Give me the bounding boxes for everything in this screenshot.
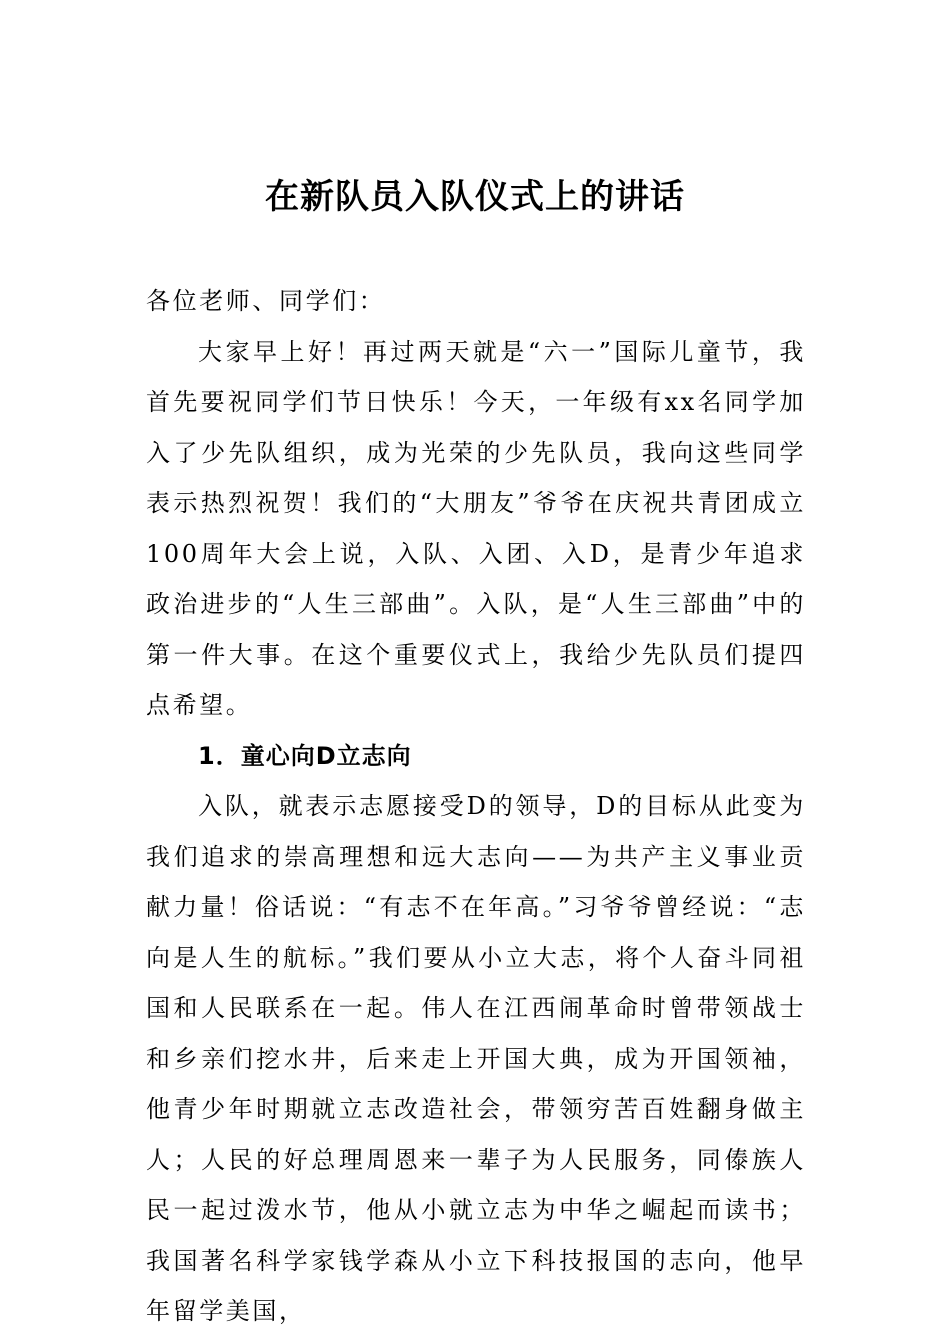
section-heading-1: 1．童心向D立志向 [198, 741, 412, 770]
paragraph-section-1: 入队，就表示志愿接受D的领导，D的目标从此变为我们追求的崇高理想和远大志向——为共产主义事业贡献力量！俗话说：“有志不在年高。”习爷爷曾经说：“志向是人生的航标。”我们要从小立大志，将个人奋斗同祖国和人民联系在一起。伟人在江西闹革命时曾带领战士和乡亲们挖水井，后来走上开国大典，成为开国领袖，他青少年时期就立志改造社会，带领穷苦百姓翻身做主人；人民的好总理周恩来一辈子为人民服务，同傣族人民一起过泼水节，他从小就立志为中华之崛起而读书；我国著名科学家钱学森从小立下科技报国的志向，他早年留学美国， [146, 792, 806, 1325]
document-body [146, 276, 806, 1337]
document-title: 在新队员入队仪式上的讲话 [265, 177, 685, 217]
paragraph-intro: 大家早上好！再过两天就是“六一”国际儿童节，我首先要祝同学们节日快乐！今天，一年级有xx名同学加入了少先队组织，成为光荣的少先队员，我向这些同学表示热烈祝贺！我们的“大朋友”爷爷在庆祝共青团成立100周年大会上说，入队、入团、入D，是青少年追求政治进步的“人生三部曲”。入队，是“人生三部曲”中的第一件大事。在这个重要仪式上，我给少先队员们提四点希望。 [146, 337, 806, 719]
salutation: 各位老师、同学们： [146, 287, 386, 315]
